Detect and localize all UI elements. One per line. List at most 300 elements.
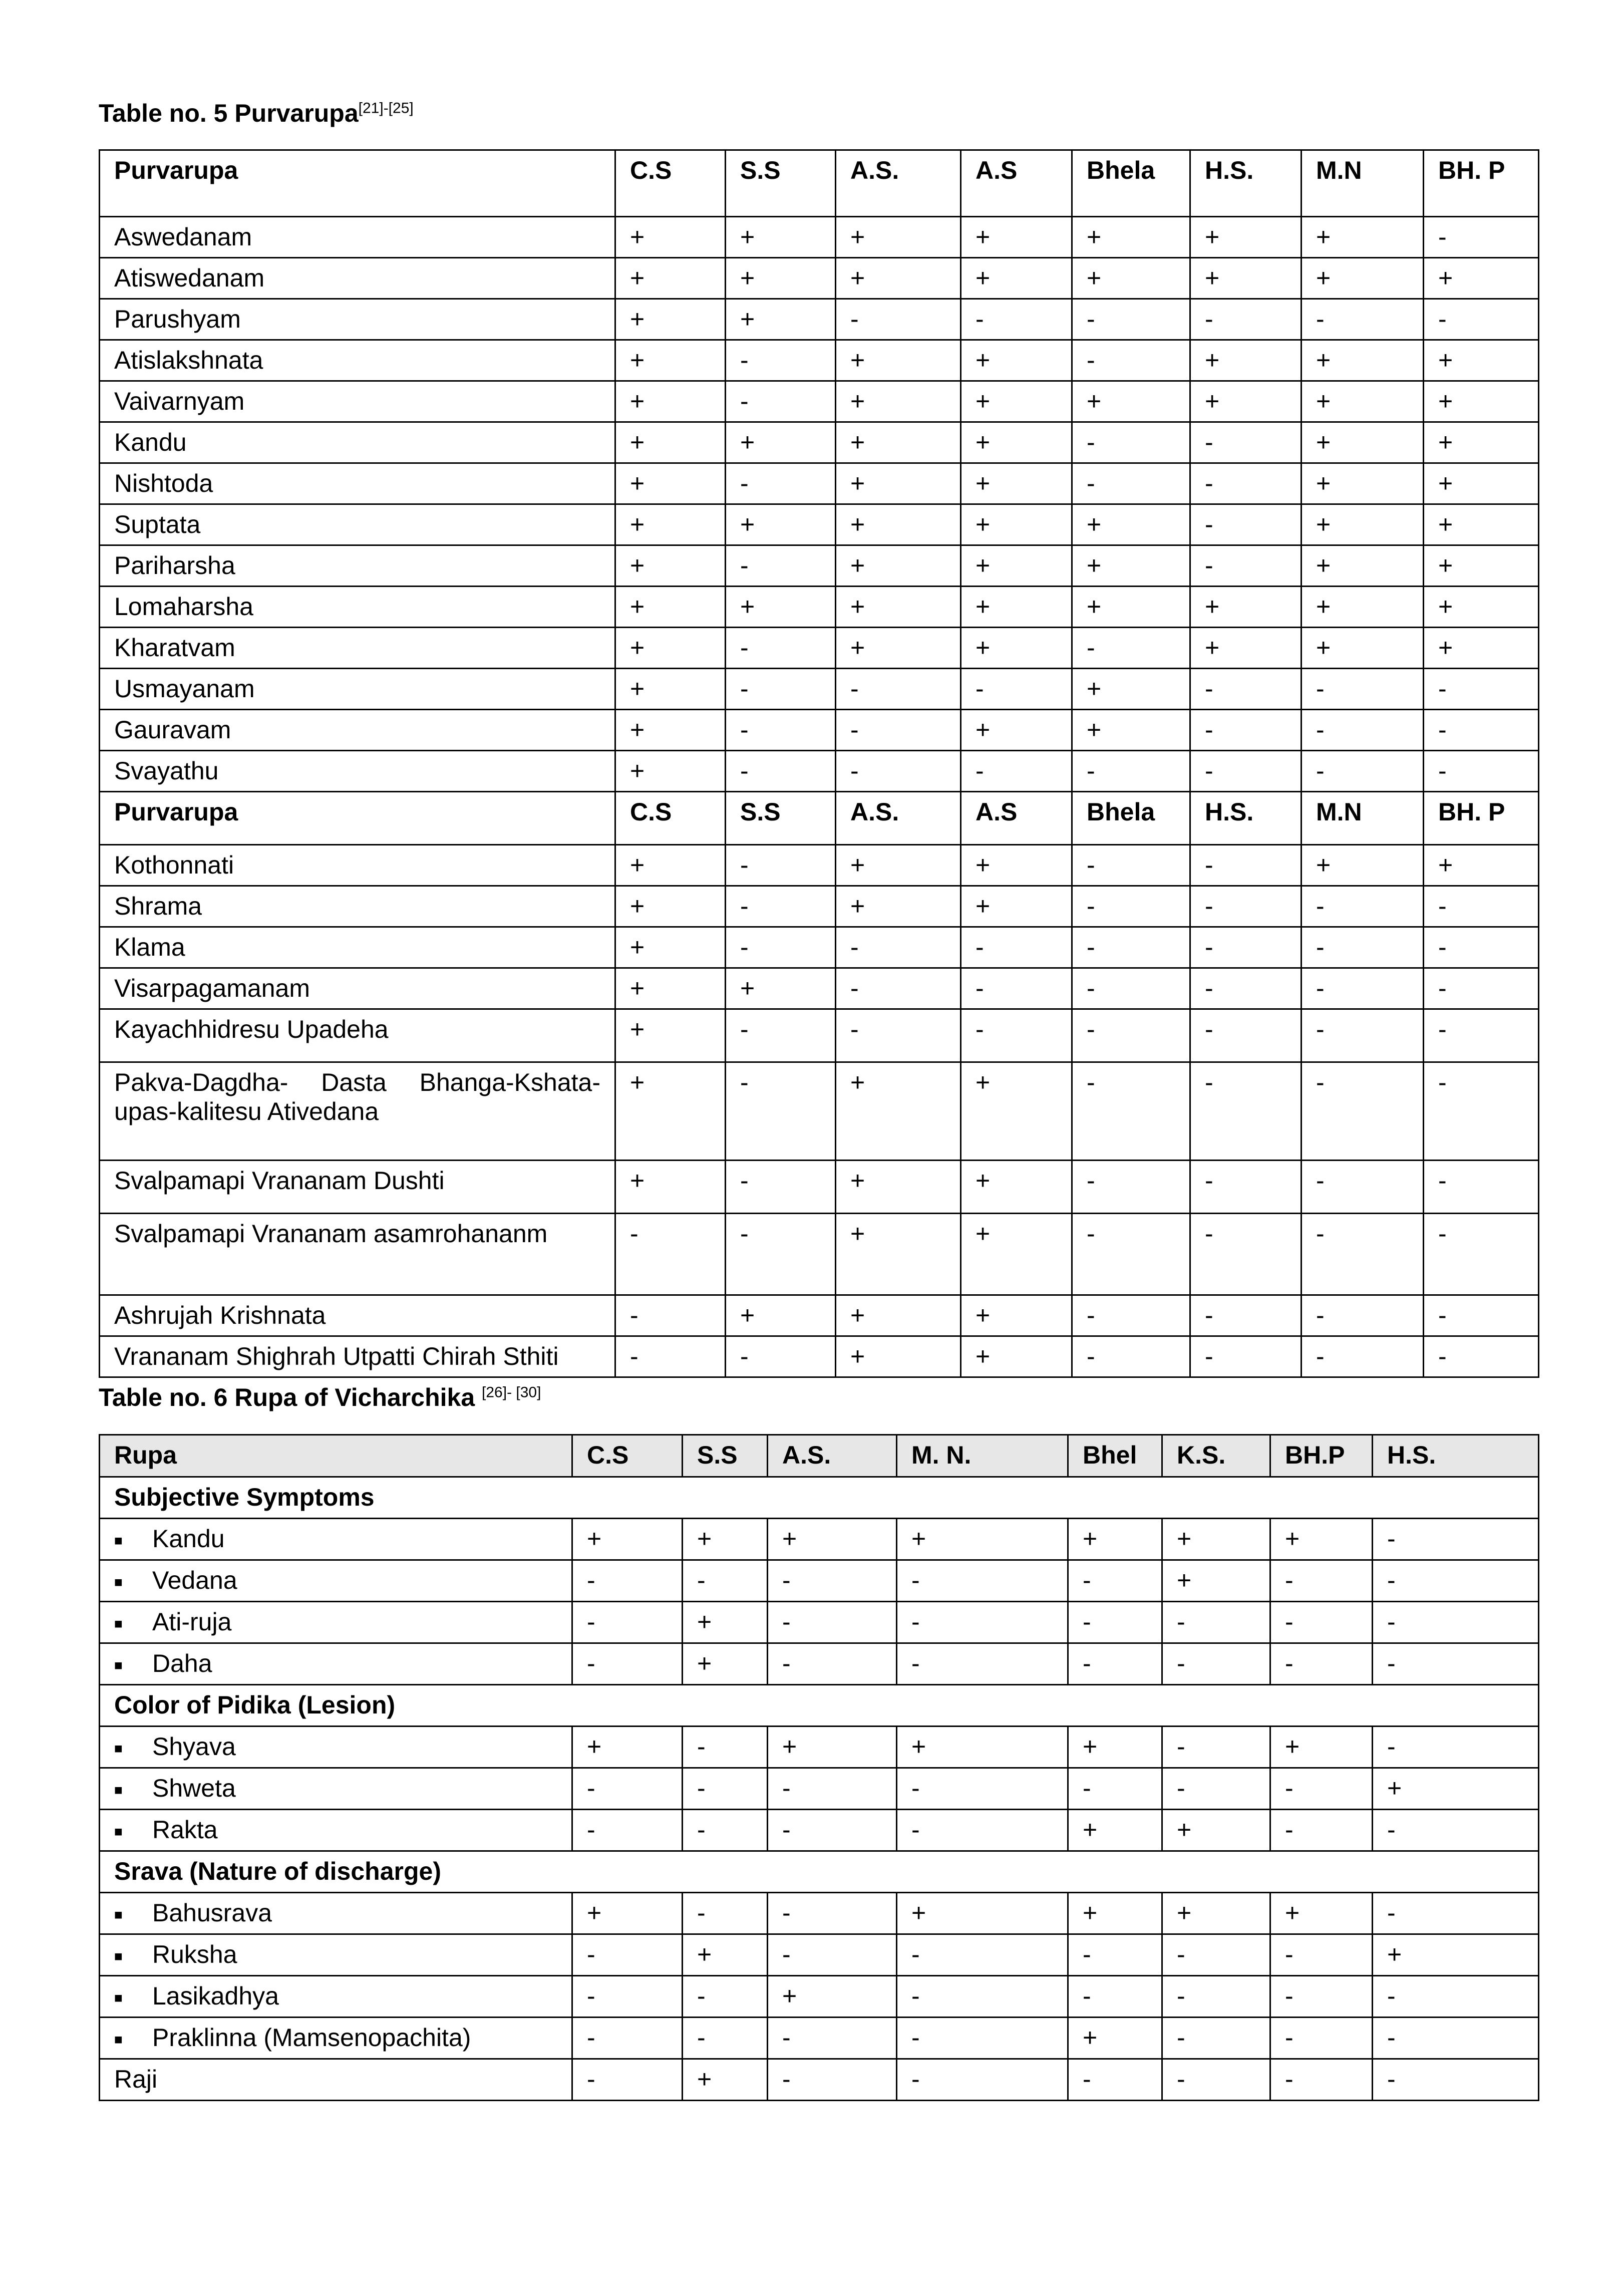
bullet-icon: ■: [114, 1989, 123, 2005]
row-label: [100, 1976, 572, 2018]
table-cell: -: [1072, 1161, 1190, 1214]
table-row: [100, 927, 1539, 968]
bullet-icon: ■: [114, 1532, 123, 1548]
table-cell: -: [1068, 1976, 1162, 2018]
table-cell: -: [768, 1768, 897, 1810]
table-cell: +: [897, 1519, 1068, 1560]
column-header: Rupa: [100, 1435, 572, 1477]
row-label-text: Vedana: [152, 1566, 237, 1594]
table-cell: -: [1373, 1727, 1539, 1768]
table-row: [100, 1336, 1539, 1377]
table-row: [100, 886, 1539, 927]
table-cell: +: [683, 2059, 768, 2101]
column-header: A.S: [961, 150, 1072, 217]
table-cell: -: [1162, 1727, 1270, 1768]
table-cell: -: [768, 1643, 897, 1685]
table-cell: +: [615, 217, 726, 258]
table-cell: -: [768, 1602, 897, 1643]
table-row: [100, 1727, 1539, 1768]
table-row: [100, 1519, 1539, 1560]
table-cell: +: [1424, 381, 1539, 422]
table-cell: -: [1190, 886, 1302, 927]
column-header: S.S: [683, 1435, 768, 1477]
table-cell: -: [683, 1727, 768, 1768]
table-cell: +: [1424, 258, 1539, 299]
table-cell: -: [768, 1934, 897, 1976]
column-header: S.S: [726, 150, 836, 217]
table-cell: -: [836, 1009, 961, 1062]
table-cell: -: [961, 669, 1072, 710]
row-label: Kandu: [100, 422, 615, 463]
row-label: Kharatvam: [100, 628, 615, 669]
table-row: [100, 545, 1539, 587]
column-header: S.S: [726, 792, 836, 845]
table-cell: -: [683, 1976, 768, 2018]
table-cell: +: [961, 381, 1072, 422]
table6-caption-ref: [26]- [30]: [482, 1384, 541, 1401]
row-label: [100, 1519, 572, 1560]
table-cell: +: [836, 587, 961, 628]
table-row: [100, 587, 1539, 628]
table-cell: +: [961, 587, 1072, 628]
table-row: [100, 299, 1539, 340]
table-cell: +: [836, 628, 961, 669]
table-row: [100, 422, 1539, 463]
table-cell: +: [836, 1161, 961, 1214]
table-cell: -: [726, 1161, 836, 1214]
table-cell: +: [615, 886, 726, 927]
table-cell: -: [726, 1214, 836, 1295]
table-cell: -: [768, 1560, 897, 1602]
table-cell: -: [1162, 2018, 1270, 2059]
table-cell: +: [1190, 258, 1302, 299]
table-cell: -: [836, 968, 961, 1009]
row-label: Parushyam: [100, 299, 615, 340]
table-row: [100, 710, 1539, 751]
table-cell: +: [1302, 504, 1424, 545]
table-cell: -: [1162, 1643, 1270, 1685]
table-cell: +: [1072, 587, 1190, 628]
table-cell: -: [726, 545, 836, 587]
table-cell: +: [726, 587, 836, 628]
table-cell: +: [1072, 669, 1190, 710]
table-cell: +: [1302, 422, 1424, 463]
table-cell: -: [726, 628, 836, 669]
row-label-text: Daha: [152, 1649, 212, 1677]
table-cell: -: [1373, 1810, 1539, 1851]
table-cell: -: [1190, 504, 1302, 545]
column-header: H.S.: [1190, 792, 1302, 845]
table-cell: -: [1373, 1976, 1539, 2018]
column-header: Purvarupa: [100, 150, 615, 217]
table-cell: +: [1302, 545, 1424, 587]
table-row: [100, 845, 1539, 886]
table-cell: -: [1270, 1810, 1373, 1851]
row-label: Svalpamapi Vrananam asamrohananm: [100, 1214, 615, 1295]
header-row: [100, 1435, 1539, 1477]
table-cell: -: [1302, 927, 1424, 968]
table-cell: -: [1068, 2059, 1162, 2101]
table-cell: -: [1424, 751, 1539, 792]
table-cell: +: [1072, 710, 1190, 751]
table-cell: +: [1424, 545, 1539, 587]
table-cell: -: [726, 1009, 836, 1062]
table-cell: -: [683, 1893, 768, 1934]
table-cell: -: [1190, 1295, 1302, 1336]
table-cell: +: [836, 340, 961, 381]
table-cell: +: [961, 1161, 1072, 1214]
table-cell: -: [1190, 1009, 1302, 1062]
table-row: [100, 1768, 1539, 1810]
table-row: [100, 217, 1539, 258]
column-header: A.S.: [836, 792, 961, 845]
table-cell: -: [1190, 927, 1302, 968]
table-cell: -: [1424, 927, 1539, 968]
table-cell: +: [836, 217, 961, 258]
table-cell: -: [572, 1976, 683, 2018]
table-cell: +: [615, 1062, 726, 1161]
table5-caption-ref: [21]-[25]: [358, 100, 414, 117]
table-cell: +: [615, 751, 726, 792]
table-cell: +: [1270, 1727, 1373, 1768]
table-cell: +: [1068, 1519, 1162, 1560]
table-cell: -: [1072, 1336, 1190, 1377]
table-cell: -: [1302, 1295, 1424, 1336]
table-cell: -: [1072, 1214, 1190, 1295]
table-cell: -: [1190, 1062, 1302, 1161]
section-row: [100, 1851, 1539, 1893]
bullet-icon: ■: [114, 1948, 123, 1964]
table-cell: +: [615, 504, 726, 545]
table-cell: +: [836, 1062, 961, 1161]
table-cell: -: [1270, 1934, 1373, 1976]
table-cell: -: [1162, 1768, 1270, 1810]
row-label-text: Shyava: [152, 1733, 236, 1761]
table-cell: +: [615, 422, 726, 463]
table-cell: +: [1270, 1519, 1373, 1560]
column-header: Bhela: [1072, 150, 1190, 217]
table-cell: -: [1373, 2018, 1539, 2059]
table-cell: -: [897, 2059, 1068, 2101]
table-cell: -: [615, 1214, 726, 1295]
table-cell: -: [897, 2018, 1068, 2059]
row-label-text: Bahusrava: [152, 1899, 272, 1927]
column-header: M.N: [1302, 792, 1424, 845]
table-cell: -: [1190, 968, 1302, 1009]
table-cell: +: [1072, 217, 1190, 258]
table-cell: +: [615, 1009, 726, 1062]
table-cell: +: [615, 628, 726, 669]
table-cell: +: [1072, 381, 1190, 422]
row-label: Pakva-Dagdha- Dasta Bhanga-Kshata-upas-kalitesu Ativedana: [100, 1062, 615, 1161]
table-cell: +: [1424, 587, 1539, 628]
table-cell: -: [1072, 1062, 1190, 1161]
table-cell: -: [1302, 1009, 1424, 1062]
table-cell: -: [1424, 1062, 1539, 1161]
table-cell: +: [836, 1295, 961, 1336]
bullet-icon: ■: [114, 1740, 123, 1756]
row-label: Lomaharsha: [100, 587, 615, 628]
table-cell: +: [961, 217, 1072, 258]
table-cell: +: [836, 463, 961, 504]
table-row: [100, 1643, 1539, 1685]
table-cell: +: [615, 340, 726, 381]
row-label: [100, 1643, 572, 1685]
table-cell: +: [615, 845, 726, 886]
table-cell: +: [1302, 587, 1424, 628]
row-label: [100, 1934, 572, 1976]
table-cell: -: [1302, 968, 1424, 1009]
table-cell: +: [1424, 628, 1539, 669]
section-row: [100, 1477, 1539, 1519]
table-cell: -: [1190, 463, 1302, 504]
table-cell: -: [1302, 669, 1424, 710]
table-cell: +: [1424, 845, 1539, 886]
bullet-icon: ■: [114, 1615, 123, 1631]
table-cell: -: [1270, 1768, 1373, 1810]
table-cell: -: [897, 1768, 1068, 1810]
row-label: Visarpagamanam: [100, 968, 615, 1009]
column-header: C.S: [615, 792, 726, 845]
table-cell: +: [1424, 504, 1539, 545]
table-cell: -: [1068, 1768, 1162, 1810]
table-cell: -: [1424, 669, 1539, 710]
row-label-text: Kandu: [152, 1525, 225, 1553]
row-label: Gauravam: [100, 710, 615, 751]
table-cell: -: [1068, 1560, 1162, 1602]
table-cell: +: [615, 463, 726, 504]
column-header: Purvarupa: [100, 792, 615, 845]
table-cell: +: [836, 258, 961, 299]
table-cell: -: [1190, 669, 1302, 710]
table-cell: -: [1424, 1336, 1539, 1377]
table-cell: +: [1190, 628, 1302, 669]
table-cell: -: [768, 1893, 897, 1934]
table-row: [100, 381, 1539, 422]
table-cell: -: [572, 2018, 683, 2059]
table-cell: -: [1270, 2018, 1373, 2059]
table-cell: -: [1270, 1976, 1373, 2018]
table-cell: +: [897, 1893, 1068, 1934]
table-cell: +: [726, 968, 836, 1009]
table-cell: +: [1302, 217, 1424, 258]
table-cell: +: [1162, 1560, 1270, 1602]
table-cell: +: [572, 1893, 683, 1934]
table-row: [100, 504, 1539, 545]
table-row: [100, 1934, 1539, 1976]
table-cell: +: [572, 1519, 683, 1560]
column-header: BH. P: [1424, 792, 1539, 845]
table-cell: -: [1302, 886, 1424, 927]
table-cell: +: [1068, 1893, 1162, 1934]
table-cell: +: [1302, 628, 1424, 669]
table-cell: -: [836, 710, 961, 751]
table-cell: +: [615, 1161, 726, 1214]
table-cell: -: [1072, 463, 1190, 504]
table-cell: +: [726, 217, 836, 258]
rupa-table: [99, 1434, 1539, 2101]
table-cell: -: [768, 2018, 897, 2059]
table-row: [100, 1602, 1539, 1643]
row-label: [100, 1560, 572, 1602]
header-row: [100, 792, 1539, 845]
table-cell: -: [1424, 1295, 1539, 1336]
table-cell: +: [1424, 463, 1539, 504]
table-cell: -: [768, 1810, 897, 1851]
table5-caption: Table no. 5 Purvarupa[21]-[25]: [99, 99, 414, 127]
table-cell: +: [961, 463, 1072, 504]
table-cell: -: [1190, 751, 1302, 792]
table-cell: -: [1190, 1161, 1302, 1214]
table-cell: +: [836, 504, 961, 545]
table-cell: -: [1424, 968, 1539, 1009]
table-cell: -: [1424, 217, 1539, 258]
table-row: [100, 1560, 1539, 1602]
table-cell: -: [1424, 1214, 1539, 1295]
table-cell: -: [961, 751, 1072, 792]
column-header: K.S.: [1162, 1435, 1270, 1477]
table-cell: -: [1072, 628, 1190, 669]
table-cell: -: [1068, 1934, 1162, 1976]
header-row: [100, 150, 1539, 217]
table-cell: -: [1302, 1161, 1424, 1214]
table-cell: -: [836, 927, 961, 968]
table-cell: -: [1190, 299, 1302, 340]
table-cell: -: [961, 299, 1072, 340]
table-cell: -: [572, 1643, 683, 1685]
table-cell: -: [1270, 1643, 1373, 1685]
table-row: [100, 628, 1539, 669]
table-cell: -: [1373, 1519, 1539, 1560]
row-label: Shrama: [100, 886, 615, 927]
column-header: M.N: [1302, 150, 1424, 217]
table-cell: -: [961, 968, 1072, 1009]
row-label: [100, 1893, 572, 1934]
column-header: BH.P: [1270, 1435, 1373, 1477]
table-cell: -: [1373, 1643, 1539, 1685]
table-cell: -: [726, 751, 836, 792]
row-label-text: Rakta: [152, 1816, 218, 1844]
table-cell: +: [1302, 258, 1424, 299]
table-cell: -: [1302, 1062, 1424, 1161]
table-cell: -: [1190, 710, 1302, 751]
table-cell: -: [683, 1810, 768, 1851]
bullet-icon: ■: [114, 1782, 123, 1798]
row-label: [100, 1727, 572, 1768]
table-cell: -: [1302, 299, 1424, 340]
table-cell: +: [961, 545, 1072, 587]
table-row: [100, 1295, 1539, 1336]
table-cell: -: [1190, 1214, 1302, 1295]
row-label: Kothonnati: [100, 845, 615, 886]
table-cell: +: [961, 1295, 1072, 1336]
column-header: C.S: [572, 1435, 683, 1477]
table-cell: -: [1072, 1295, 1190, 1336]
table-cell: +: [615, 968, 726, 1009]
table-cell: -: [615, 1336, 726, 1377]
table-cell: +: [683, 1519, 768, 1560]
column-header: M. N.: [897, 1435, 1068, 1477]
row-label-text: Ruksha: [152, 1940, 237, 1968]
row-label: Atiswedanam: [100, 258, 615, 299]
table-cell: -: [897, 1643, 1068, 1685]
row-label: [100, 1602, 572, 1643]
table-cell: +: [726, 299, 836, 340]
bullet-icon: ■: [114, 1906, 123, 1922]
table-cell: -: [1072, 886, 1190, 927]
section-title: Color of Pidika (Lesion): [100, 1685, 1539, 1727]
table-cell: -: [1162, 1602, 1270, 1643]
table-cell: -: [1373, 1893, 1539, 1934]
table-cell: +: [768, 1976, 897, 2018]
table-cell: -: [683, 2018, 768, 2059]
table-cell: +: [1190, 587, 1302, 628]
table-cell: +: [683, 1934, 768, 1976]
table-cell: -: [1424, 710, 1539, 751]
table-cell: +: [615, 587, 726, 628]
table-cell: -: [572, 1810, 683, 1851]
table-cell: +: [615, 258, 726, 299]
table-cell: +: [1302, 845, 1424, 886]
table-cell: -: [961, 927, 1072, 968]
table-cell: +: [1190, 340, 1302, 381]
table-cell: -: [768, 2059, 897, 2101]
table-cell: +: [961, 628, 1072, 669]
table-cell: +: [768, 1727, 897, 1768]
row-label: Svalpamapi Vrananam Dushti: [100, 1161, 615, 1214]
row-label-text: Praklinna (Mamsenopachita): [152, 2024, 471, 2052]
table-row: [100, 463, 1539, 504]
table-cell: -: [572, 1602, 683, 1643]
row-label: Svayathu: [100, 751, 615, 792]
column-header: BH. P: [1424, 150, 1539, 217]
table-cell: -: [1424, 886, 1539, 927]
row-label: Vaivarnyam: [100, 381, 615, 422]
table-cell: -: [1190, 545, 1302, 587]
table-cell: +: [615, 299, 726, 340]
table-cell: -: [572, 1934, 683, 1976]
table-row: [100, 258, 1539, 299]
table-cell: -: [1190, 422, 1302, 463]
column-header: C.S: [615, 150, 726, 217]
row-label-text: Ati-ruja: [152, 1608, 232, 1636]
table-cell: -: [572, 1560, 683, 1602]
table-row: [100, 1810, 1539, 1851]
table-cell: -: [726, 1336, 836, 1377]
column-header: A.S: [961, 792, 1072, 845]
table-cell: -: [836, 299, 961, 340]
table-cell: +: [961, 1062, 1072, 1161]
table-cell: -: [1162, 1934, 1270, 1976]
table-cell: +: [1302, 381, 1424, 422]
table-cell: -: [1072, 927, 1190, 968]
table-cell: +: [726, 504, 836, 545]
table-row: [100, 340, 1539, 381]
table-cell: +: [961, 886, 1072, 927]
table-cell: -: [1424, 299, 1539, 340]
table-cell: +: [1162, 1810, 1270, 1851]
table-cell: -: [1190, 845, 1302, 886]
table-cell: -: [726, 340, 836, 381]
table-cell: -: [1072, 299, 1190, 340]
row-label: [100, 1768, 572, 1810]
row-label: Suptata: [100, 504, 615, 545]
table-cell: +: [836, 545, 961, 587]
table-cell: -: [1190, 1336, 1302, 1377]
table-cell: +: [1424, 340, 1539, 381]
row-label: Raji: [100, 2059, 572, 2101]
table-cell: +: [1068, 1727, 1162, 1768]
